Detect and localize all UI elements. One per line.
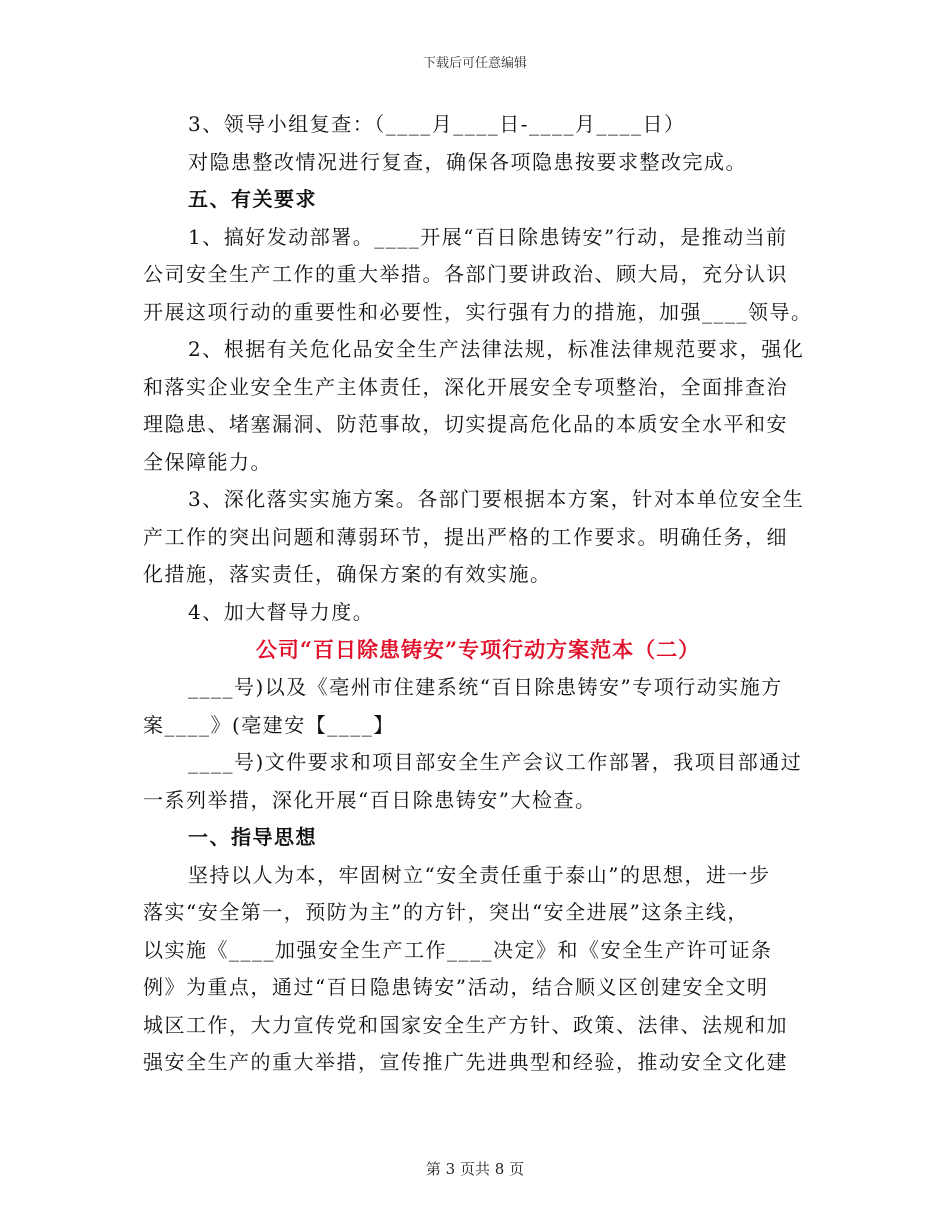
paragraph-line: 2、根据有关危化品安全生产法律法规，标准法律规范要求，强化 xyxy=(188,337,805,361)
paragraph-line: 理隐患、堵塞漏洞、防范事故，切实提高危化品的本质安全水平和安 xyxy=(143,412,788,436)
section-title: 公司“百日除患铸安”专项行动方案范本（二） xyxy=(255,637,701,662)
paragraph-line: 城区工作，大力宣传党和国家安全生产方针、政策、法律、法规和加 xyxy=(143,1012,788,1037)
paragraph-line: ____号)文件要求和项目部安全生产会议工作部署，我项目部通过 xyxy=(188,750,803,774)
section-heading: 五、有关要求 xyxy=(188,187,317,211)
paragraph-line: 坚持以人为本，牢固树立“安全责任重于泰山”的思想，进一步 xyxy=(188,862,771,887)
paragraph-line: 开展这项行动的重要性和必要性，实行强有力的措施，加强____领导。 xyxy=(143,299,813,324)
paragraph-line: 4、加大督导力度。 xyxy=(188,599,375,624)
paragraph-line: 公司安全生产工作的重大举措。各部门要讲政治、顾大局，充分认识 xyxy=(143,262,788,286)
paragraph-line: 例》为重点，通过“百日隐患铸安”活动，结合顺义区创建安全文明 xyxy=(143,975,769,999)
section-heading: 一、指导思想 xyxy=(188,825,317,849)
paragraph-line: 和落实企业安全生产主体责任，深化开展安全专项整治，全面排查治 xyxy=(143,374,788,399)
document-body xyxy=(143,106,813,1082)
paragraph-line: ____号)以及《亳州市住建系统“百日除患铸安”专项行动实施方 xyxy=(188,675,783,699)
paragraph-line: 对隐患整改情况进行复查，确保各项隐患按要求整改完成。 xyxy=(188,149,747,174)
paragraph-line: 产工作的突出问题和薄弱环节，提出严格的工作要求。明确任务，细 xyxy=(143,524,788,549)
paragraph-line: 全保障能力。 xyxy=(143,449,272,474)
paragraph-line: 1、搞好发动部署。____开展“百日除患铸安”行动，是推动当前 xyxy=(188,224,788,249)
paragraph-line: 强安全生产的重大举措，宣传推广先进典型和经验，推动安全文化建 xyxy=(143,1050,788,1074)
paragraph-line: 3、领导小组复查：（____月____日-____月____日） xyxy=(188,112,686,136)
page-header: 下载后可任意编辑 xyxy=(422,56,527,71)
paragraph-line: 化措施，落实责任，确保方案的有效实施。 xyxy=(143,562,552,586)
paragraph-line: 落实“安全第一，预防为主”的方针，突出“安全进展”这条主线， xyxy=(143,900,749,924)
paragraph-line: 以实施《____加强安全生产工作____决定》和《安全生产许可证条 xyxy=(143,937,773,962)
paragraph-line: 一系列举措，深化开展“百日除患铸安”大检查。 xyxy=(143,787,597,812)
paragraph-line: 案____》(亳建安【____】 xyxy=(143,712,395,737)
paragraph-line: 3、深化落实实施方案。各部门要根据本方案，针对本单位安全生 xyxy=(188,487,805,511)
page-footer: 第 3 页共 8 页 xyxy=(425,1160,525,1178)
